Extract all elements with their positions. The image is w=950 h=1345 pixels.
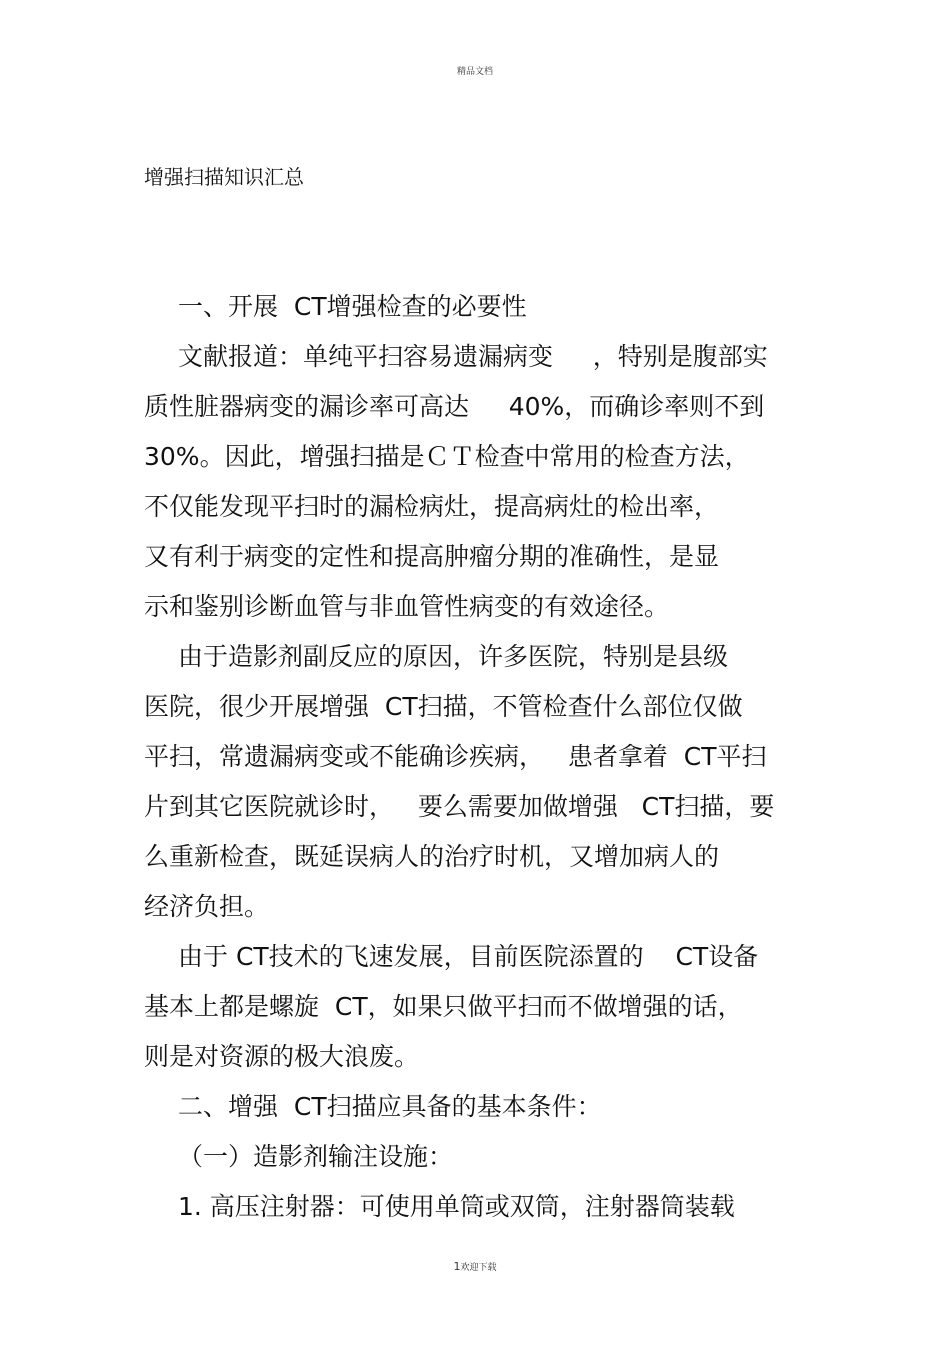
text-line: 则是对资源的极大浪废。 — [144, 1042, 420, 1071]
text-line: 由于 CT技术的飞速发展，目前医院添置的 CT设备 — [178, 942, 759, 971]
page-footer — [0, 1261, 950, 1274]
text-line: 么重新检查，既延误病人的治疗时机，又增加病人的 — [144, 842, 720, 871]
text-line: 平扫，常遗漏病变或不能确诊疾病， 患者拿着 CT平扫 — [144, 742, 767, 771]
page-header — [0, 66, 950, 78]
text-line: 1. 高压注射器：可使用单筒或双筒，注射器筒装载 — [178, 1192, 735, 1221]
text-line: 医院，很少开展增强 CT扫描，不管检查什么部位仅做 — [144, 692, 743, 721]
text-line: 一、开展 CT增强检查的必要性 — [178, 292, 527, 321]
text-line: 经济负担。 — [144, 892, 270, 921]
text-line: 基本上都是螺旋 CT，如果只做平扫而不做增强的话， — [144, 992, 743, 1021]
text-line: 文献报道：单纯平扫容易遗漏病变 ，特别是腹部实 — [178, 342, 768, 371]
text-line: 30%。因此，增强扫描是ＣＴ检查中常用的检查方法， — [144, 442, 750, 471]
text-line: 片到其它医院就诊时， 要么需要加做增强 CT扫描，要 — [144, 792, 775, 821]
text-line: 又有利于病变的定性和提高肿瘤分期的准确性，是显 — [144, 542, 720, 571]
text-line: 质性脏器病变的漏诊率可高达 40%，而确诊率则不到 — [144, 392, 765, 421]
text-line: （一）造影剂输注设施： — [178, 1142, 454, 1171]
footer-text: 欢迎下载 — [460, 1263, 497, 1273]
text-line: 由于造影剂副反应的原因，许多医院，特别是县级 — [178, 642, 729, 671]
page-number: 1 — [453, 1260, 461, 1273]
document-body — [144, 282, 814, 1232]
text-line: 示和鉴别诊断血管与非血管性病变的有效途径。 — [144, 592, 670, 621]
text-line: 不仅能发现平扫时的漏检病灶，提高病灶的检出率， — [144, 492, 720, 521]
document-title: 增强扫描知识汇总 — [144, 165, 304, 189]
text-line: 二、增强 CT扫描应具备的基本条件： — [178, 1092, 602, 1121]
header-text: 精品文档 — [456, 67, 493, 77]
